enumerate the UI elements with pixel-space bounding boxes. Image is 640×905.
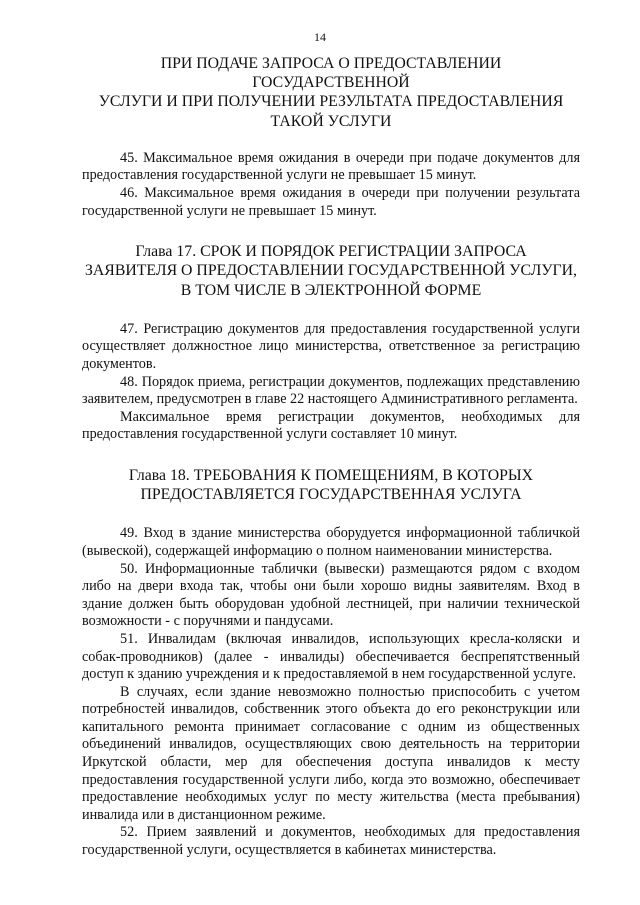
paragraph-51: 51. Инвалидам (включая инвалидов, использующих кресла-коляски и собак-проводников) (далее - инвалиды) обеспечивается беспрепятственный доступ к зданию учреждения и к предоставляемой в нем государственной услуге. [82, 630, 580, 683]
heading-line: Глава 18. ТРЕБОВАНИЯ К ПОМЕЩЕНИЯМ, В КОТОРЫХ [128, 466, 534, 484]
heading-line: ПРЕДОСТАВЛЯЕТСЯ ГОСУДАРСТВЕННАЯ УСЛУГА [140, 486, 522, 504]
paragraph-45: 45. Максимальное время ожидания в очереди при подаче документов для предоставления государственной услуги не превышает 15 минут. [82, 149, 580, 184]
paragraph-52: 52. Прием заявлений и документов, необходимых для предоставления государственной услуги, осуществляется в кабинетах министерства. [82, 824, 580, 859]
paragraph-registration-time: Максимальное время регистрации документов, необходимых для предоставления государственной услуги составляет 10 минут. [82, 408, 580, 443]
paragraph-48: 48. Порядок приема, регистрации документов, подлежащих представлению заявителем, предусмотрен в главе 22 настоящего Административного регламента. [82, 373, 580, 408]
heading-line: ЗАЯВИТЕЛЯ О ПРЕДОСТАВЛЕНИИ ГОСУДАРСТВЕННОЙ УСЛУГИ, [84, 262, 578, 280]
paragraph-accessibility: В случаях, если здание невозможно полностью приспособить с учетом потребностей инвалидов, собственник этого объекта до его реконструкции или капитального ремонта принимает согласование с одним из общественных объединений инвалидов, осуществляющих свою деятельность на территории Иркутской области, мер для обеспечения доступа инвалидов к месту предоставления государственной услуги либо, когда это возможно, обеспечивает предоставление необходимых услуг по месту жительства (места пребывания) инвалида или в дистанционном режиме. [82, 683, 580, 823]
page-number: 14 [314, 30, 326, 44]
section-heading [82, 54, 580, 131]
paragraph-49: 49. Вход в здание министерства оборудуется информационной табличкой (вывеской), содержащей информацию о полном наименовании министерства. [82, 525, 580, 559]
paragraph-47: 47. Регистрацию документов для предоставления государственной услуги осуществляет должностное лицо министерства, ответственное за регистрацию документов. [82, 320, 580, 372]
chapter-17-heading [82, 242, 580, 300]
paragraph-46: 46. Максимальное время ожидания в очереди при получении результата государственной услуги не превышает 15 минут. [82, 185, 580, 219]
chapter-18-heading [82, 466, 580, 504]
heading-line: Глава 17. СРОК И ПОРЯДОК РЕГИСТРАЦИИ ЗАПРОСА [135, 243, 527, 261]
heading-line: ТАКОЙ УСЛУГИ [270, 112, 392, 130]
paragraph-50: 50. Информационные таблички (вывески) размещаются рядом с входом либо на двери входа так, чтобы они были хорошо видны заявителям. Вход в здание должен быть оборудован удобной лестницей, при наличии технической возможности - с поручнями и пандусами. [82, 560, 580, 630]
heading-line: ПРИ ПОДАЧЕ ЗАПРОСА О ПРЕДОСТАВЛЕНИИ ГОСУДАРСТВЕННОЙ [160, 55, 502, 92]
heading-line: УСЛУГИ И ПРИ ПОЛУЧЕНИИ РЕЗУЛЬТАТА ПРЕДОСТАВЛЕНИЯ [98, 93, 564, 111]
heading-line: В ТОМ ЧИСЛЕ В ЭЛЕКТРОННОЙ ФОРМЕ [180, 281, 482, 299]
page-content [82, 54, 580, 860]
